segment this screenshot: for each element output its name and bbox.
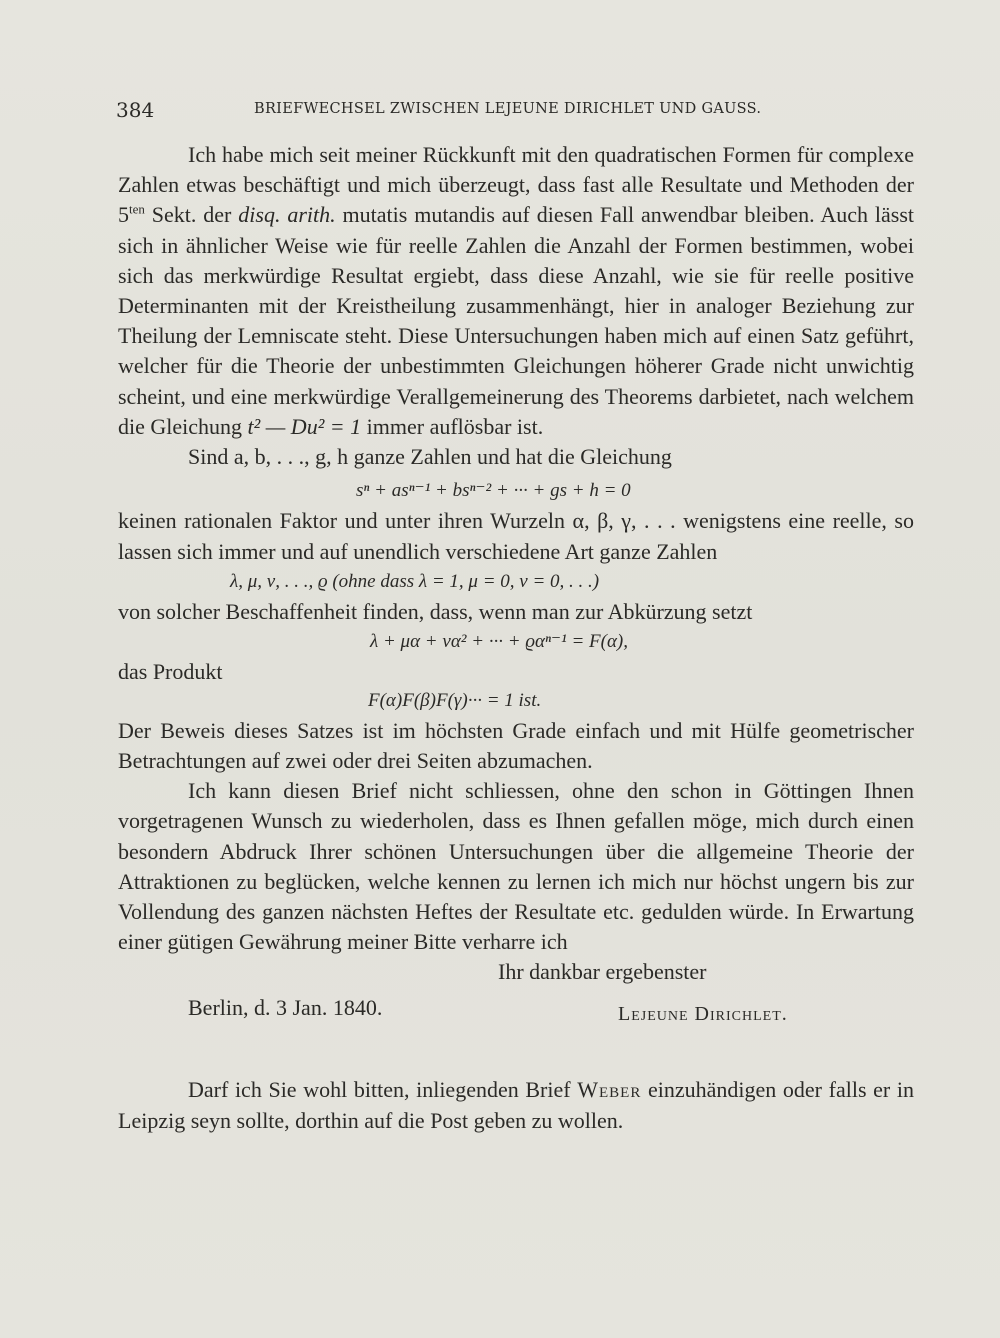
- letter-closing: [118, 957, 914, 1047]
- text-run: Ich habe mich seit meiner Rückkunft mit den quadratischen Formen für complexe Zahlen etwas beschäftigt und mich überzeugt, dass fast alle Resultate und Methoden der 5: [118, 142, 914, 228]
- page-number: 384: [116, 98, 155, 122]
- person-name: Weber: [577, 1077, 642, 1103]
- equation-product: F(α)F(β)F(γ)··· = 1 ist.: [368, 689, 542, 711]
- paragraph-2: Sind a, b, . . ., g, h ganze Zahlen und hat die Gleichung: [188, 444, 672, 470]
- paragraph-6: Der Beweis dieses Satzes ist im höchsten Grade einfach und mit Hülfe geometrischer Betrachtungen auf zwei oder drei Seiten abzumachen.: [118, 717, 914, 774]
- paragraph-5: das Produkt: [118, 659, 223, 685]
- salutation: Ihr dankbar ergebenster: [498, 959, 707, 985]
- page-header: [116, 98, 916, 128]
- equation-polynomial: sⁿ + asⁿ⁻¹ + bsⁿ⁻² + ··· + gs + h = 0: [356, 480, 631, 502]
- letter-date: Berlin, d. 3 Jan. 1840.: [188, 995, 383, 1021]
- text-run: immer auflösbar ist.: [361, 413, 544, 439]
- postscript: [118, 1075, 914, 1135]
- superscript: ten: [129, 202, 145, 218]
- paragraph-3: keinen rationalen Faktor und unter ihren Wurzeln α, β, γ, . . . wenigstens eine reelle, so lassen sich immer und auf unendlich verschiedene Art ganze Zahlen: [118, 508, 914, 564]
- text-run: mutatis mutandis auf diesen Fall anwendbar bleiben. Auch lässt sich in ähnlicher Weise wie für reelle Zahlen die Anzahl der Formen bestimmen, wobei sich das merkwürdige Resultat ergiebt, dass diese Anzahl, wie sie für reelle positive Determinanten mit der Kreistheilung zusammenhängt, hier in analoger Beziehung zur Theilung der Lemniscate steht. Diese Untersuchungen haben mich auf einen Satz geführt, welcher für die Theorie der unbestimmten Gleichungen höherer Grade nicht unwichtig scheint, und eine merkwürdige Verallgemeinerung des Theorems darbietet, nach welchem die Gleichung: [118, 202, 914, 439]
- signature: Lejeune Dirichlet.: [618, 1003, 788, 1026]
- text-run: Darf ich Sie wohl bitten, inliegenden Brief: [188, 1077, 578, 1103]
- equation-definition: λ + μα + να² + ··· + ϱαⁿ⁻¹ = F(α),: [370, 631, 629, 653]
- text-run: Sekt. der: [144, 202, 239, 228]
- equation-integers: λ, μ, ν, . . ., ϱ (ohne dass λ = 1, μ = 0, ν = 0, . . .): [230, 570, 600, 592]
- paragraph-1: [118, 140, 914, 442]
- running-head: BRIEFWECHSEL ZWISCHEN LEJEUNE DIRICHLET UND GAUSS.: [254, 101, 762, 117]
- inline-equation: t² — Du² = 1: [247, 413, 362, 439]
- letter-body: [118, 140, 914, 1136]
- paragraph-4: von solcher Beschaffenheit finden, dass, wenn man zur Abkürzung setzt: [118, 599, 753, 625]
- text-run: einzuhändigen oder falls er in Leipzig seyn sollte, dorthin auf die Post geben zu wollen.: [118, 1077, 914, 1133]
- italic-citation: disq. arith.: [238, 202, 336, 228]
- paragraph-7: Ich kann diesen Brief nicht schliessen, ohne den schon in Göttingen Ihnen vorgetragenen Wunsch zu wiederholen, dass es Ihnen gefallen möge, mich durch einen besondern Abdruck Ihrer schönen Untersuchungen über die allgemeine Theorie der Attraktionen zu beglücken, welche kennen zu lernen ich mich nur höchst ungern bis zur Vollendung des ganzen nächsten Heftes der Resultate etc. gedulden würde. In Erwartung einer gütigen Gewährung meiner Bitte verharre ich: [118, 778, 914, 955]
